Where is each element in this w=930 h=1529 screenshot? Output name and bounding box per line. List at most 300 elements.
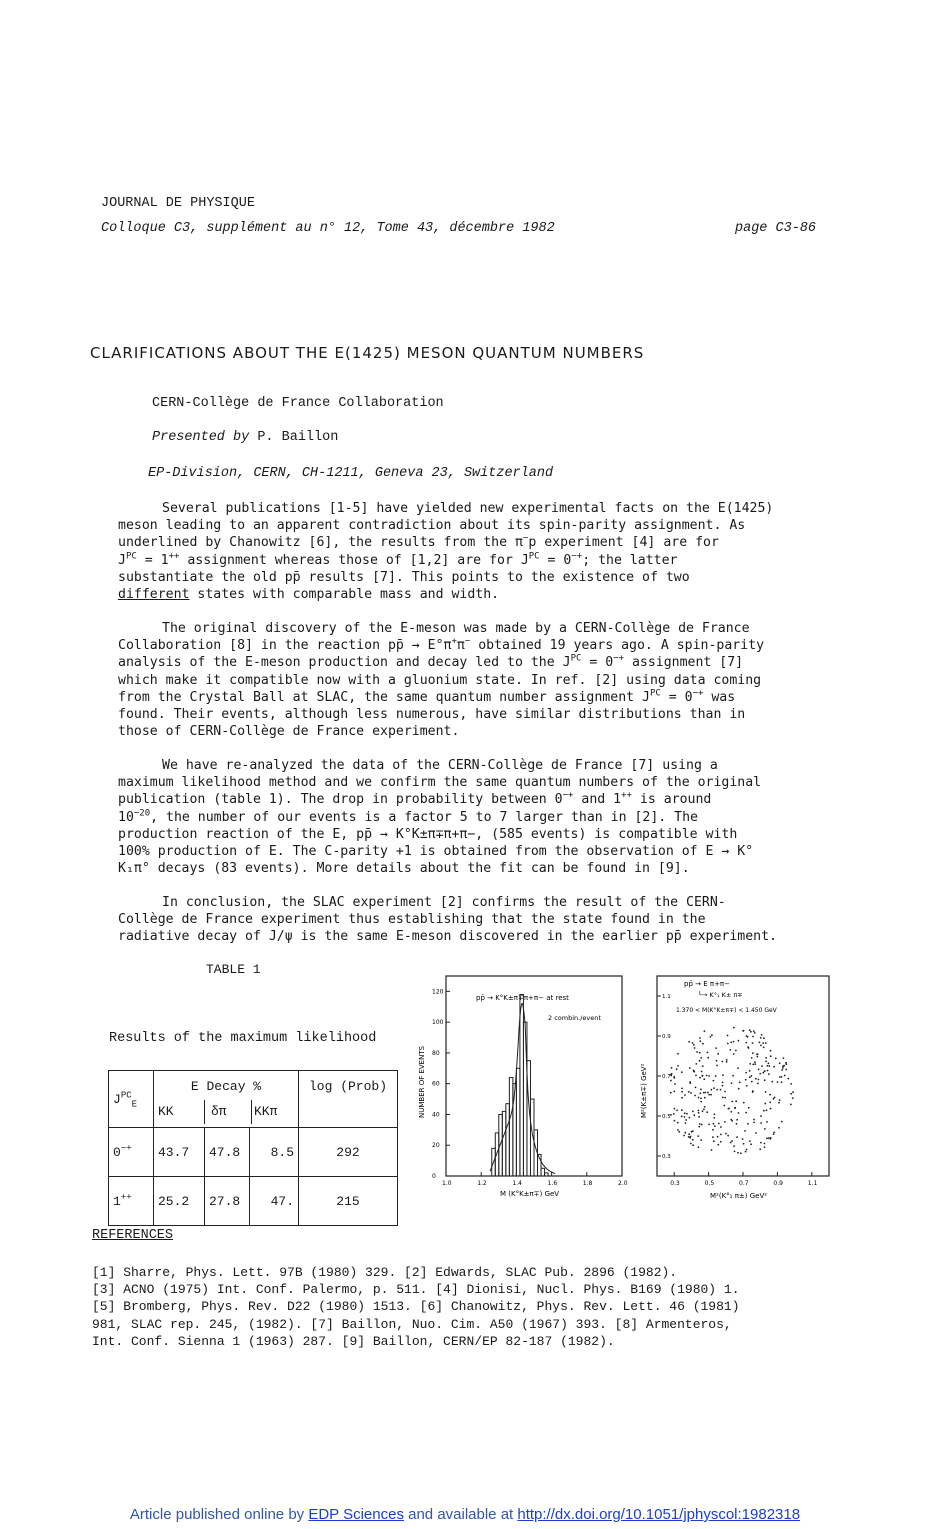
scatter-point: [779, 1099, 781, 1101]
scatter-point: [689, 1117, 691, 1119]
text-line: from the Crystal Ball at SLAC, the same quantum number assignment $J^{PC} = 0^{-+}$ was: [118, 688, 736, 705]
scatter-point: [700, 1089, 702, 1091]
scatter-point: [766, 1121, 768, 1123]
text-line: maximum likelihood method and we confirm the same quantum numbers of the original: [118, 775, 762, 791]
scatter-point: [742, 1030, 744, 1032]
text-line: The original discovery of the E-meson was made by a CERN-Collège de France: [162, 621, 750, 636]
scatter-point: [745, 1151, 747, 1153]
scatter-point: [767, 1065, 769, 1067]
scatter-point: [703, 1078, 705, 1080]
x-tick-label: 0.3: [670, 1180, 680, 1187]
scatter-point: [678, 1131, 680, 1133]
scatter-point: [766, 1109, 768, 1111]
scatter-point: [757, 1056, 759, 1058]
scatter-point: [747, 1046, 749, 1048]
scatter-point: [770, 1055, 772, 1057]
scatter-point: [748, 1107, 750, 1109]
table-header-row: [109, 1071, 398, 1128]
scatter-point: [787, 1078, 789, 1080]
text-line: analysis of the E-meson production and decay led to the $J^{PC} = 0^{-+}$ assignment [7]: [118, 654, 744, 671]
scatter-point: [681, 1071, 683, 1073]
scatter-point: [730, 1041, 732, 1043]
cell-kk: 43.7: [154, 1128, 205, 1177]
text-line: Collaboration [8] in the reaction pp̄ → E°π+π− obtained 19 years ago. A spin-parity: [118, 636, 765, 654]
text-segment: states with comparable mass and width.: [189, 587, 500, 603]
scatter-point: [692, 1042, 694, 1044]
text-line: $10^{-20}$, the number of our events is a factor 5 to 7 larger than in [2]. The: [118, 808, 698, 825]
scatter-point: [777, 1081, 779, 1083]
mass-histogram-chart: [410, 968, 635, 1210]
emphasis-different: different: [118, 587, 190, 603]
scatter-point: [731, 1101, 733, 1103]
scatter-point: [764, 1103, 766, 1105]
text-line: those of CERN-Collège de France experiment.: [118, 724, 460, 740]
scatter-point: [764, 1070, 766, 1072]
scatter-point: [764, 1079, 766, 1081]
scatter-point: [790, 1083, 792, 1085]
footer: [0, 1506, 930, 1523]
text-line: substantiate the old pp̄ results [7]. This points to the existence of two: [118, 569, 690, 585]
scatter-point: [754, 1061, 756, 1063]
scatter-point: [760, 1122, 762, 1124]
scatter-point: [792, 1091, 794, 1093]
histogram-bar: [502, 1111, 506, 1176]
header-decay: [154, 1071, 299, 1128]
scatter-point: [749, 1070, 751, 1072]
paragraph-4: [118, 894, 848, 946]
scatter-point: [677, 1129, 679, 1131]
scatter-point: [761, 1034, 763, 1036]
scatter-point: [755, 1132, 757, 1134]
reference-line: [1] Sharre, Phys. Lett. 97B (1980) 329. [2] Edwards, SLAC Pub. 2896 (1982).: [92, 1265, 678, 1280]
cell-dpi: 47.8: [205, 1128, 250, 1177]
y-tick-label: 60: [432, 1080, 440, 1088]
scatter-point: [702, 1110, 704, 1112]
scatter-point: [690, 1143, 692, 1145]
scatter-point: [713, 1123, 715, 1125]
doi-link[interactable]: http://dx.doi.org/10.1051/jphyscol:1982318: [517, 1506, 801, 1523]
scatter-point: [685, 1119, 687, 1121]
scatter-point: [673, 1091, 675, 1093]
text-segment: = 0: [581, 655, 614, 671]
scatter-point: [785, 1063, 787, 1065]
presented-by-label: Presented by: [152, 430, 250, 445]
y-tick-label: 120: [432, 988, 444, 996]
histogram-bar: [516, 1068, 520, 1176]
scatter-point: [722, 1082, 724, 1084]
scatter-point: [763, 1037, 765, 1039]
scatter-point: [674, 1120, 676, 1122]
histogram-bar: [513, 1084, 517, 1176]
scatter-point: [681, 1115, 683, 1117]
references-list: [92, 1264, 740, 1350]
scatter-point: [769, 1102, 771, 1104]
scatter-point: [742, 1138, 744, 1140]
histogram-bar: [541, 1168, 545, 1176]
text-segment: ; the latter: [582, 552, 678, 568]
presenter-line: [152, 430, 338, 445]
scatter-point: [745, 1072, 747, 1074]
scatter-point: [770, 1137, 772, 1139]
scatter-point: [695, 1063, 697, 1065]
scatter-point: [750, 1143, 752, 1145]
scatter-point: [792, 1097, 794, 1099]
scatter-point: [731, 1140, 733, 1142]
scatter-point: [725, 1133, 727, 1135]
scatter-point: [704, 1106, 706, 1108]
header-dpi: δπ: [204, 1100, 251, 1124]
scatter-point: [753, 1119, 755, 1121]
scatter-point: [734, 1107, 736, 1109]
scatter-point: [765, 1061, 767, 1063]
scatter-point: [714, 1125, 716, 1127]
presenter-name: P. Baillon: [257, 430, 339, 445]
scatter-point: [724, 1091, 726, 1093]
text-line: $J^{PC} = 1^{++}$ assignment whereas those of [1,2] are for $J^{PC} = 0^{-+}$; the latter: [118, 551, 678, 568]
scatter-point: [713, 1140, 715, 1142]
scatter-point: [671, 1073, 673, 1075]
scatter-point: [713, 1117, 715, 1119]
table-row: [109, 1177, 398, 1226]
scatter-point: [749, 1076, 751, 1078]
journal-name: JOURNAL DE PHYSIQUE: [101, 196, 255, 211]
table-caption: TABLE 1: [206, 962, 261, 977]
scatter-point: [778, 1127, 780, 1129]
scatter-point: [743, 1143, 745, 1145]
scatter-point: [684, 1112, 686, 1114]
text-segment: assignment [7]: [624, 655, 744, 671]
scatter-point: [714, 1113, 716, 1115]
scatter-point: [674, 1083, 676, 1085]
scatter-point: [762, 1042, 764, 1044]
scatter-point: [722, 1097, 724, 1099]
scatter-point: [705, 1092, 707, 1094]
scatter-point: [688, 1041, 690, 1043]
scatter-point: [723, 1105, 725, 1107]
scatter-point: [711, 1034, 713, 1036]
scatter-point: [752, 1036, 754, 1038]
affiliation: EP-Division, CERN, CH-1211, Geneva 23, Switzerland: [148, 466, 554, 481]
paper-title: CLARIFICATIONS ABOUT THE E(1425) MESON QUANTUM NUMBERS: [90, 344, 645, 362]
scatter-title-decay: └→ K°₁ K± π∓: [698, 991, 743, 999]
scatter-point: [782, 1067, 784, 1069]
scatter-xlabel: M²(K°₁ π±) GeV²: [710, 1192, 768, 1200]
scatter-point: [773, 1132, 775, 1134]
scatter-point: [753, 1122, 755, 1124]
scatter-point: [712, 1136, 714, 1138]
scatter-point: [673, 1076, 675, 1078]
histogram-title: pp̄ → K°K±π∓π+π− at rest: [476, 994, 569, 1002]
cell-jpc: 0−+: [109, 1128, 154, 1177]
scatter-point: [746, 1085, 748, 1087]
scatter-point: [739, 1081, 741, 1083]
scatter-point: [674, 1108, 676, 1110]
scatter-point: [724, 1097, 726, 1099]
scatter-point: [755, 1078, 757, 1080]
scatter-point: [694, 1047, 696, 1049]
scatter-point: [764, 1128, 766, 1130]
cell-kkpi: 47.: [250, 1177, 299, 1226]
scatter-point: [730, 1111, 732, 1113]
scatter-point: [735, 1100, 737, 1102]
colloque-info: Colloque C3, supplément au n° 12, Tome 43, décembre 1982: [101, 221, 555, 236]
scatter-point: [722, 1074, 724, 1076]
scatter-point: [670, 1092, 672, 1094]
scatter-point: [707, 1057, 709, 1059]
scatter-point: [752, 1042, 754, 1044]
scatter-point: [710, 1094, 712, 1096]
text-segment: analysis of the E-meson production and decay led to the J: [118, 655, 571, 671]
scatter-point: [695, 1075, 697, 1077]
scatter-point: [768, 1137, 770, 1139]
scatter-point: [693, 1070, 695, 1072]
y-tick-label: 40: [432, 1111, 440, 1119]
scatter-point: [731, 1082, 733, 1084]
text-segment: is around: [631, 792, 712, 808]
scatter-point: [783, 1057, 785, 1059]
scatter-point: [760, 1142, 762, 1144]
scatter-point: [773, 1066, 775, 1068]
text-segment: 10: [118, 809, 134, 825]
scatter-frame: [657, 976, 829, 1176]
scatter-point: [759, 1042, 761, 1044]
scatter-point: [733, 1145, 735, 1147]
scatter-point: [749, 1029, 751, 1031]
scatter-point: [703, 1092, 705, 1094]
scatter-point: [706, 1111, 708, 1113]
reference-line: [5] Bromberg, Phys. Rev. D22 (1980) 1513. [6] Chanowitz, Phys. Rev. Lett. 46 (1981): [92, 1299, 740, 1315]
scatter-point: [753, 1030, 755, 1032]
x-tick-label: 1.2: [477, 1180, 487, 1187]
scatter-point: [704, 1097, 706, 1099]
scatter-point: [673, 1113, 675, 1115]
x-tick-label: 0.9: [773, 1180, 783, 1187]
text-line: production reaction of the E, pp̄ → K°K±π∓π+π−, (585 events) is compatible with: [118, 826, 738, 842]
text-line: [118, 586, 848, 603]
x-tick-label: 1.4: [512, 1180, 522, 1187]
scatter-point: [692, 1130, 694, 1132]
scatter-point: [713, 1080, 715, 1082]
references-heading: REFERENCES: [92, 1228, 174, 1243]
scatter-point: [760, 1045, 762, 1047]
scatter-point: [744, 1130, 746, 1132]
scatter-point: [757, 1083, 759, 1085]
text-segment: obtained 19 years ago. A spin-parity: [470, 638, 765, 654]
cell-logprob: 292: [299, 1128, 398, 1177]
scatter-point: [716, 1065, 718, 1067]
scatter-point: [778, 1102, 780, 1104]
scatter-point: [716, 1089, 718, 1091]
table-subtitle: Results of the maximum likelihood: [109, 1031, 377, 1046]
scatter-point: [751, 1075, 753, 1077]
scatter-point: [699, 1092, 701, 1094]
x-tick-label: 1.1: [807, 1180, 818, 1187]
scatter-point: [768, 1065, 770, 1067]
scatter-point: [749, 1063, 751, 1065]
scatter-point: [766, 1137, 768, 1139]
scatter-point: [696, 1051, 698, 1053]
scatter-point: [695, 1087, 697, 1089]
scatter-point: [699, 1077, 701, 1079]
scatter-point: [737, 1152, 739, 1154]
scatter-point: [785, 1069, 787, 1071]
scatter-point: [692, 1144, 694, 1146]
header-decay-label: E Decay %: [190, 1079, 262, 1094]
scatter-point: [681, 1091, 683, 1093]
scatter-annotation: 1.370 < M(K°K±π∓) < 1.450 GeV: [676, 1007, 777, 1014]
scatter-point: [689, 1067, 691, 1069]
scatter-point: [781, 1069, 783, 1071]
header-jpc: $J^{PC}_E$: [109, 1071, 154, 1128]
histogram-bar: [499, 1114, 503, 1176]
scatter-point: [708, 1124, 710, 1126]
footer-prefix: Article published online by: [129, 1506, 309, 1523]
scatter-point: [704, 1030, 706, 1032]
scatter-point: [726, 1061, 728, 1063]
paragraph-3: [118, 757, 848, 877]
scatter-point: [736, 1123, 738, 1125]
scatter-point: [736, 1119, 738, 1121]
scatter-point: [751, 1081, 753, 1083]
text-segment: = 0: [660, 689, 693, 705]
scatter-point: [738, 1088, 740, 1090]
scatter-point: [732, 1075, 734, 1077]
histogram-bar: [495, 1133, 499, 1176]
y-tick-label: 20: [432, 1142, 440, 1150]
scatter-point: [698, 1116, 700, 1118]
scatter-point: [790, 1104, 792, 1106]
table-row: [109, 1128, 398, 1177]
scatter-point: [692, 1139, 694, 1141]
scatter-point: [734, 1151, 736, 1153]
scatter-point: [711, 1089, 713, 1091]
scatter-point: [735, 1050, 737, 1052]
y-tick-label: 1.1: [662, 994, 671, 1000]
scatter-point: [677, 1122, 679, 1124]
reference-line: [3] ACNO (1975) Int. Conf. Palermo, p. 511. [4] Dionisi, Nucl. Phys. B169 (1980) 1.: [92, 1282, 740, 1298]
y-tick-label: 0.7: [662, 1074, 671, 1080]
scatter-point: [702, 1043, 704, 1045]
scatter-point: [724, 1121, 726, 1123]
scatter-point: [759, 1148, 761, 1150]
scatter-point: [770, 1050, 772, 1052]
scatter-point: [717, 1053, 719, 1055]
scatter-point: [781, 1076, 783, 1078]
scatter-point: [738, 1112, 740, 1114]
text-segment: was: [703, 689, 736, 705]
scatter-title: pp̄ → E π+π−: [684, 980, 731, 988]
scatter-point: [715, 1075, 717, 1077]
scatter-point: [685, 1122, 687, 1124]
scatter-point: [712, 1129, 714, 1131]
scatter-point: [699, 1060, 701, 1062]
scatter-point: [700, 1101, 702, 1103]
scatter-point: [720, 1141, 722, 1143]
scatter-point: [692, 1110, 694, 1112]
scatter-point: [745, 1112, 747, 1114]
scatter-point: [698, 1110, 700, 1112]
scatter-point: [770, 1108, 772, 1110]
scatter-point: [700, 1098, 702, 1100]
scatter-point: [746, 1149, 748, 1151]
scatter-point: [733, 1027, 735, 1029]
x-tick-label: 0.7: [739, 1180, 749, 1187]
scatter-point: [751, 1057, 753, 1059]
scatter-point: [707, 1052, 709, 1054]
histogram-ylabel: NUMBER OF EVENTS: [418, 1045, 426, 1118]
scatter-point: [700, 1139, 702, 1141]
histogram-bar: [545, 1173, 549, 1176]
scatter-point: [747, 1036, 749, 1038]
scatter-point: [717, 1136, 719, 1138]
scatter-point: [690, 1136, 692, 1138]
scatter-point: [716, 1060, 718, 1062]
scatter-point: [717, 1144, 719, 1146]
scatter-point: [718, 1123, 720, 1125]
scatter-point: [760, 1037, 762, 1039]
scatter-point: [698, 1112, 700, 1114]
scatter-point: [763, 1110, 765, 1112]
scatter-point: [676, 1109, 678, 1111]
scatter-point: [728, 1108, 730, 1110]
dalitz-scatter-chart: [636, 968, 836, 1210]
text-segment: underlined by Chanowitz [6], the results from the π: [118, 535, 523, 551]
scatter-point: [702, 1065, 704, 1067]
scatter-point: [747, 1123, 749, 1125]
scatter-point: [740, 1152, 742, 1154]
text-segment: assignment whereas those of [1,2] are for J: [187, 552, 529, 568]
histogram-bar: [509, 1078, 513, 1176]
scatter-point: [759, 1073, 761, 1075]
cell-dpi: 27.8: [205, 1177, 250, 1226]
scatter-point: [774, 1097, 776, 1099]
text-line: found. Their events, although less numerous, have similar distributions than in: [118, 707, 746, 723]
x-tick-label: 0.5: [704, 1180, 715, 1187]
scatter-point: [754, 1032, 756, 1034]
scatter-point: [677, 1053, 679, 1055]
scatter-point: [707, 1092, 709, 1094]
y-tick-label: 0.9: [662, 1034, 671, 1040]
scatter-point: [764, 1143, 766, 1145]
scatter-point: [698, 1097, 700, 1099]
paragraph-2: [118, 620, 848, 740]
text-line: Collège de France experiment thus establishing that the state found in the: [118, 912, 706, 928]
scatter-point: [752, 1090, 754, 1092]
scatter-point: [671, 1067, 673, 1069]
publisher-link[interactable]: EDP Sciences: [308, 1506, 404, 1523]
scatter-point: [684, 1094, 686, 1096]
scatter-point: [736, 1136, 738, 1138]
cell-kk: 25.2: [154, 1177, 205, 1226]
scatter-point: [775, 1058, 777, 1060]
cell-logprob: 215: [299, 1177, 398, 1226]
y-tick-label: 100: [432, 1019, 444, 1027]
results-table: [108, 1070, 398, 1226]
text-segment: π: [456, 638, 465, 654]
text-segment: Collaboration [8] in the reaction pp̄ → E°π: [118, 638, 452, 654]
scatter-point: [758, 1079, 760, 1081]
scatter-point: [693, 1114, 695, 1116]
y-tick-label: 0.3: [662, 1154, 671, 1160]
scatter-point: [708, 1075, 710, 1077]
scatter-point: [765, 1042, 767, 1044]
scatter-point: [720, 1126, 722, 1128]
text-line: Several publications [1-5] have yielded new experimental facts on the E(1425): [162, 501, 774, 516]
scatter-point: [694, 1095, 696, 1097]
scatter-point: [752, 1052, 754, 1054]
scatter-point: [730, 1142, 732, 1144]
scatter-point: [720, 1134, 722, 1136]
